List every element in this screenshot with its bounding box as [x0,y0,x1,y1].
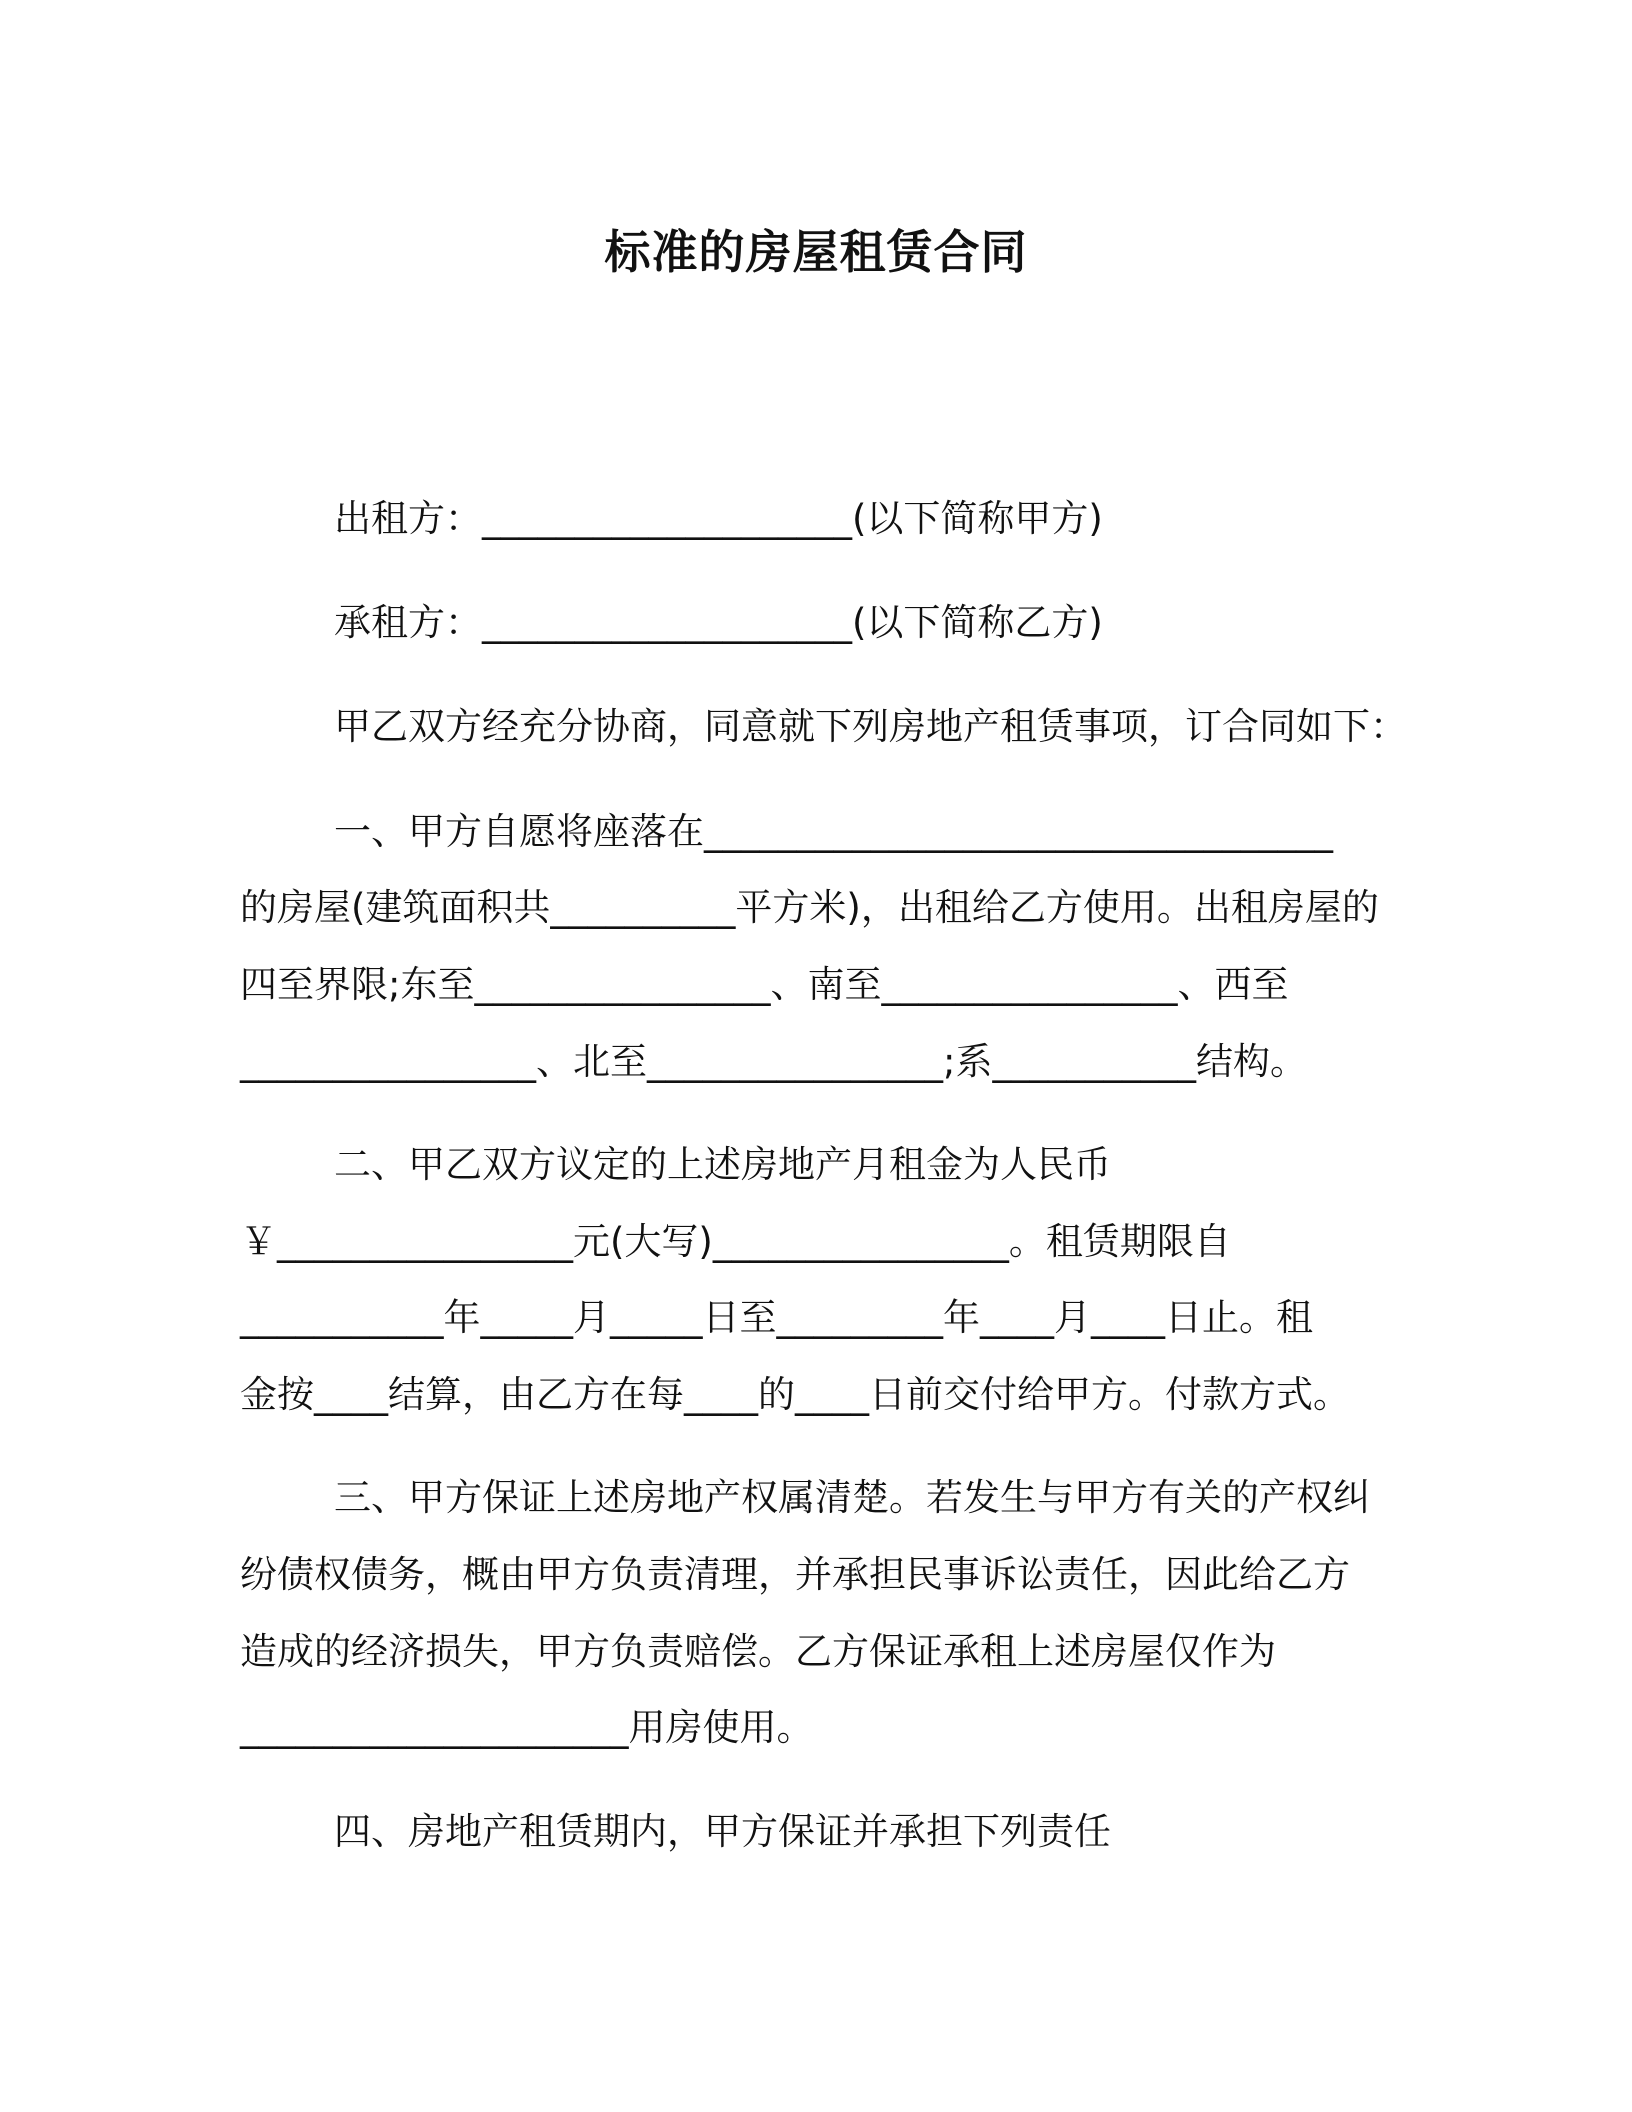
clause-2-line-4: 金按____结算，由乙方在每____的____日前交付给甲方。付款方式。 [240,1373,1350,1416]
lessee-line: 承租方：____________________(以下简称乙方) [334,601,1103,644]
clause-3-line-3: 造成的经济损失，甲方负责赔偿。乙方保证承租上述房屋仅作为 [240,1630,1276,1673]
clause-1-line-2: 的房屋(建筑面积共__________平方米)，出租给乙方使用。出租房屋的 [240,886,1379,929]
document-title: 标准的房屋租赁合同 [604,225,1028,279]
lessor-line: 出租方：____________________(以下简称甲方) [334,497,1103,540]
preamble-line: 甲乙双方经充分协商，同意就下列房地产租赁事项，订合同如下： [334,705,1407,748]
clause-2-line-3: ___________年_____月_____日至_________年____月____日止。租 [240,1296,1313,1339]
clause-2-line-1: 二、甲乙双方议定的上述房地产月租金为人民币 [334,1143,1111,1186]
clause-1-line-3: 四至界限;东至________________、南至________________、西至 [240,963,1289,1006]
clause-4-line-1: 四、房地产租赁期内，甲方保证并承担下列责任 [334,1810,1111,1853]
clause-1-line-1: 一、甲方自愿将座落在__________________________________ [334,810,1333,853]
clause-1-line-4: ________________、北至________________;系___________结构。 [240,1040,1307,1083]
clause-3-line-4: _____________________用房使用。 [240,1706,814,1749]
clause-2-line-2: ￥________________元(大写)________________。租赁期限自 [240,1220,1231,1263]
clause-3-line-1: 三、甲方保证上述房地产权属清楚。若发生与甲方有关的产权纠 [334,1476,1370,1519]
clause-3-line-2: 纷债权债务，概由甲方负责清理，并承担民事诉讼责任，因此给乙方 [240,1553,1350,1596]
